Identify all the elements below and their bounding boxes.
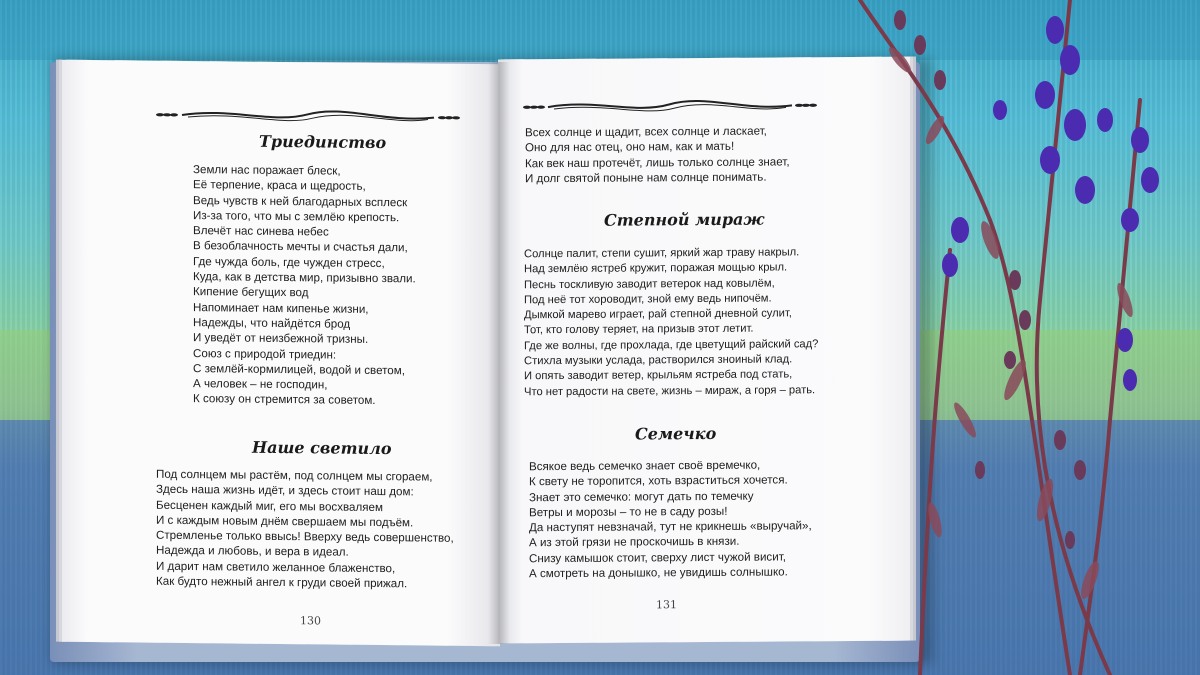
poem-body	[156, 467, 454, 592]
left-page	[62, 60, 500, 647]
poem-line: Всякое ведь семечко знает своё времечко,	[529, 458, 761, 474]
poem-line: К союзу он стремится за советом.	[193, 392, 376, 408]
sage-flowers	[840, 0, 1200, 675]
ornament-divider-left	[152, 105, 464, 128]
poem-line: Под солнцем мы растём, под солнцем мы сгораем,	[156, 467, 433, 484]
page-number: 130	[300, 614, 321, 628]
poem-line: Бесценен каждый миг, его мы восхваляем	[156, 498, 383, 514]
poem-line: Напоминает нам кипенье жизни,	[193, 300, 369, 316]
poem-line: Всех солнце и щадит, всех солнце и ласкает,	[525, 124, 767, 140]
poem-line: Надежды, что найдётся брод	[193, 316, 351, 331]
poem-line: Над землёю ястреб кружит, поражая мощью крыл.	[524, 261, 788, 276]
poem-line: Дымкой марево играет, рай степной дневной сулит,	[524, 307, 792, 322]
poem-line: Под неё тот хороводит, зной ему ведь нипочём.	[524, 292, 772, 307]
poem-continuation	[525, 123, 790, 186]
poem-line: С землёй-кормилицей, водой и светом,	[193, 361, 405, 378]
poem-line: Где же волны, где прохлада, где цветущий райский сад?	[524, 337, 819, 353]
poem-line: Кипение бегущих вод	[193, 285, 309, 300]
poem-line: И долг святой поныне нам солнце понимать.	[525, 170, 767, 186]
poem-line: И уведёт от неизбежной тризны.	[193, 331, 369, 347]
poem-line: А из этой грязи не проскочишь в князи.	[529, 535, 740, 550]
poem-line: Ведь чувств к ней благодарных всплеск	[193, 193, 408, 209]
poem-line: Стремленье только ввысь! Вверху ведь совершенство,	[156, 528, 454, 545]
poem-title: Триединство	[259, 131, 387, 153]
poem-line: Из-за того, что мы с землёю крепость.	[193, 208, 400, 225]
ornament-divider-right	[520, 95, 820, 117]
poem-body	[529, 457, 812, 581]
poem-line: Песнь тоскливую заводит ветерок над ковылём,	[524, 277, 775, 291]
poem-line: Знает это семечко: могут дать по темечку	[529, 489, 754, 504]
poem-line: А человек – не господин,	[193, 377, 328, 392]
poem-title: Наше светило	[252, 437, 392, 459]
poem-line: Ветры и морозы – то не в саду розы!	[529, 504, 728, 520]
page-number: 131	[656, 598, 677, 612]
poem-line: Земли нас поражает блеск,	[193, 163, 341, 178]
book-gutter	[488, 62, 510, 644]
poem-line: Куда, как в детства мир, призывно звали.	[193, 270, 416, 286]
poem-line: Как будто нежный ангел к груди своей прижал.	[156, 574, 408, 591]
poem-title: Степной мираж	[604, 209, 765, 230]
poem-line: Снизу камышок стоит, сверху лист чужой висит,	[529, 550, 786, 566]
poem-line: Здесь наша жизнь идёт, и здесь стоит наш дом:	[156, 482, 414, 499]
poem-line: А смотреть на донышко, не увидишь солнышко.	[529, 565, 788, 581]
poem-line: И дарит нам светило желанное блаженство,	[156, 559, 396, 575]
poem-line: В безоблачность мечты и счастья дали,	[193, 239, 408, 255]
poem-line: Надежда и любовь, и вера в идеал.	[156, 544, 349, 560]
poem-line: И опять заводит ветер, крыльям ястреба под стать,	[524, 368, 793, 383]
poem-line: Как век наш протечёт, лишь только солнце знает,	[525, 154, 790, 170]
poem-line: Оно для нас отец, оно нам, как и мать!	[525, 140, 735, 155]
poem-line: Союз с природой триедин:	[193, 346, 337, 362]
poem-line: Что нет радости на свете, жизнь – мираж, а горя – рать.	[524, 383, 816, 398]
poem-line: И с каждым новым днём свершаем мы подъём.	[156, 513, 414, 530]
poem-line: Стихла музыки услада, растворился зноиный клад.	[524, 353, 793, 368]
poem-line: Тот, кто голову теряет, на призыв этот летит.	[524, 323, 754, 337]
poem-title: Семечко	[635, 423, 717, 444]
poem-line: Её терпение, краса и щедрость,	[193, 178, 366, 194]
poem-line: Влечёт нас синева небес	[193, 224, 329, 239]
poem-line: Где чужда боль, где чужден стресс,	[193, 254, 385, 270]
poem-line: К свету не торопится, хоть взраститься хочется.	[529, 473, 788, 489]
poem-line: Да наступят невзначай, тут не крикнешь «выручай»,	[529, 519, 812, 535]
poem-body	[193, 162, 416, 409]
poem-line: Солнце палит, степи сушит, яркий жар траву накрыл.	[524, 246, 800, 261]
poem-body	[524, 245, 818, 400]
